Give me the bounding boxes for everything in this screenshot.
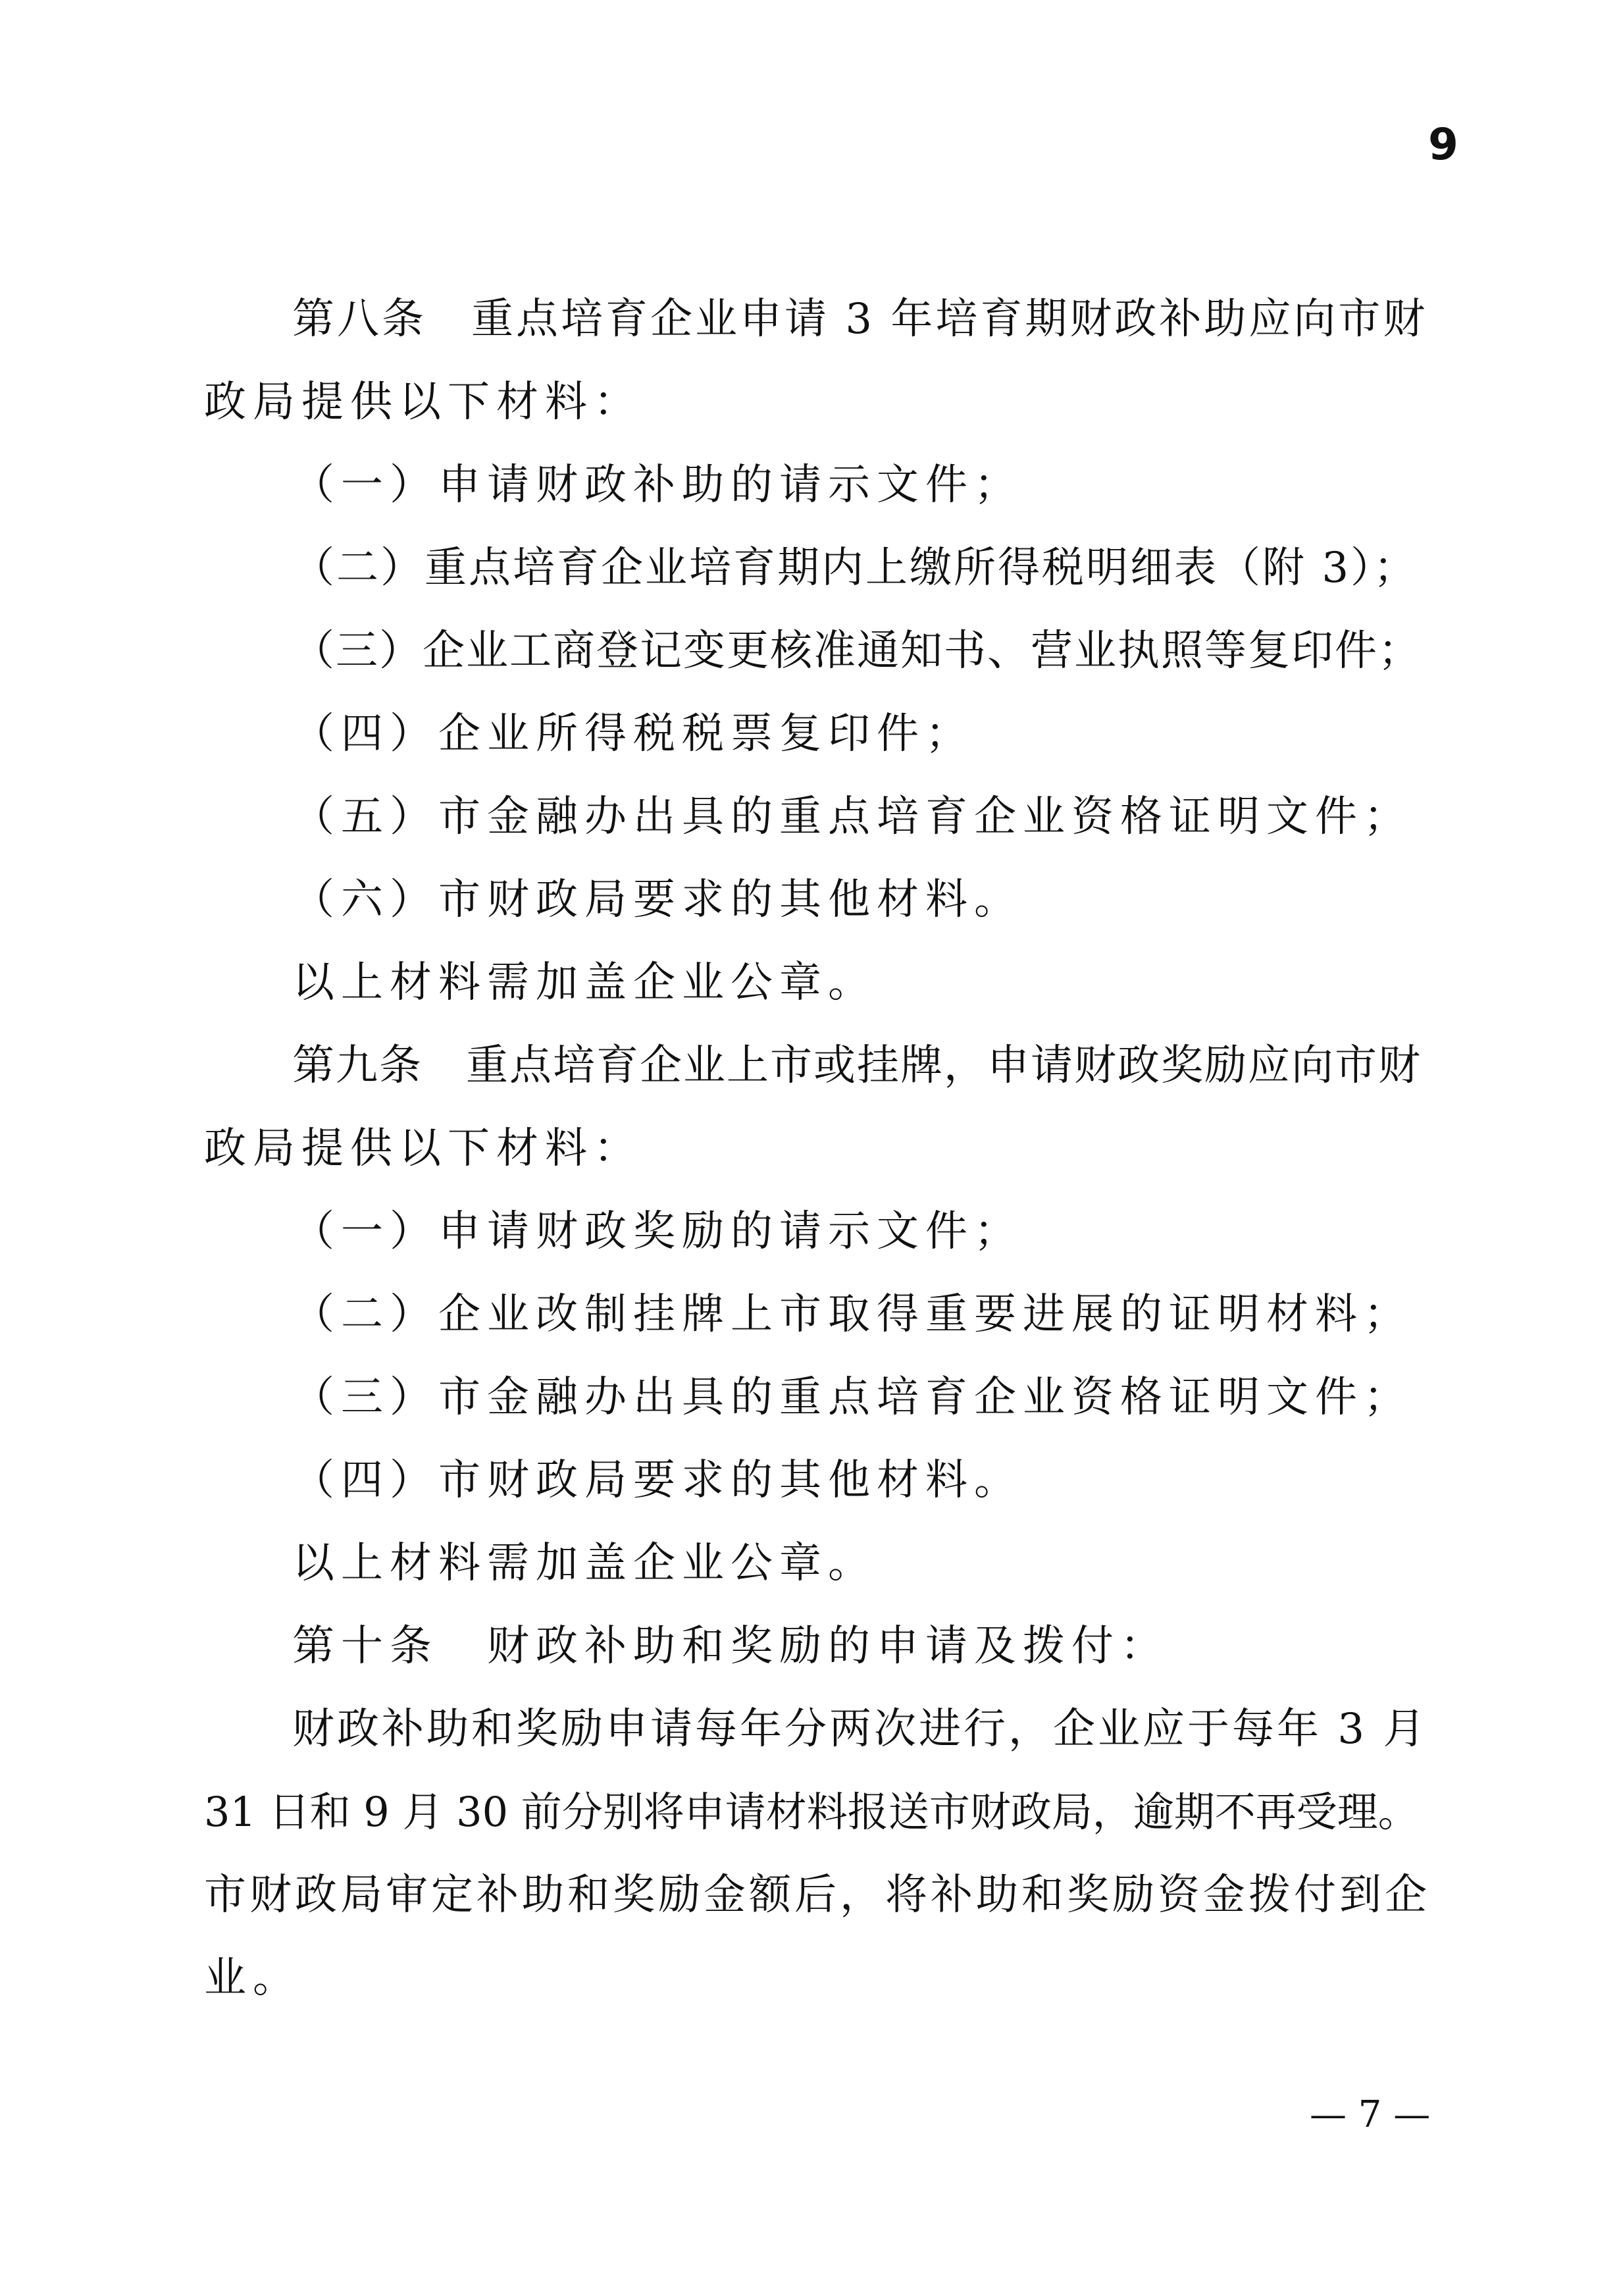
text-line: （四）企业所得税税票复印件； — [292, 710, 974, 758]
text-line: 第九条 重点培育企业上市或挂牌，申请财政奖励应向市财 — [292, 1041, 1422, 1090]
text-line: 政局提供以下材料： — [204, 1124, 642, 1173]
text-line: 市财政局审定补助和奖励金额后，将补助和奖励资金拨付到企 — [204, 1871, 1430, 1919]
text-line: 业。 — [204, 1954, 301, 2002]
text-line: （三）市金融办出具的重点培育企业资格证明文件； — [292, 1373, 1412, 1422]
text-line: 政局提供以下材料： — [204, 378, 642, 427]
text-line: （六）市财政局要求的其他材料。 — [292, 875, 1023, 924]
text-line: 第八条 重点培育企业申请 3 年培育期财政补助应向市财 — [292, 295, 1428, 344]
text-line: （五）市金融办出具的重点培育企业资格证明文件； — [292, 793, 1412, 841]
text-line: （一）申请财政补助的请示文件； — [292, 461, 1023, 509]
text-line: （二）企业改制挂牌上市取得重要进展的证明材料； — [292, 1290, 1412, 1339]
text-line: 以上材料需加盖企业公章。 — [292, 958, 877, 1007]
text-line: 以上材料需加盖企业公章。 — [292, 1539, 877, 1588]
text-line: （一）申请财政奖励的请示文件； — [292, 1207, 1023, 1256]
corner-page-mark: 9 — [1428, 119, 1458, 170]
text-line: （四）市财政局要求的其他材料。 — [292, 1456, 1023, 1505]
text-line: 财政补助和奖励申请每年分两次进行，企业应于每年 3 月 — [292, 1705, 1428, 1754]
text-line: （三）企业工商登记变更核准通知书、营业执照等复印件； — [292, 627, 1422, 675]
text-line: （二）重点培育企业培育期内上缴所得税明细表（附 3）； — [292, 544, 1418, 592]
text-line: 第十条 财政补助和奖励的申请及拨付： — [292, 1622, 1169, 1671]
page-number: — 7 — — [1310, 2093, 1431, 2136]
document-body — [204, 293, 1435, 2035]
text-line: 31 日和 9 月 30 前分别将申请材料报送市财政局，逾期不再受理。 — [204, 1788, 1419, 1836]
